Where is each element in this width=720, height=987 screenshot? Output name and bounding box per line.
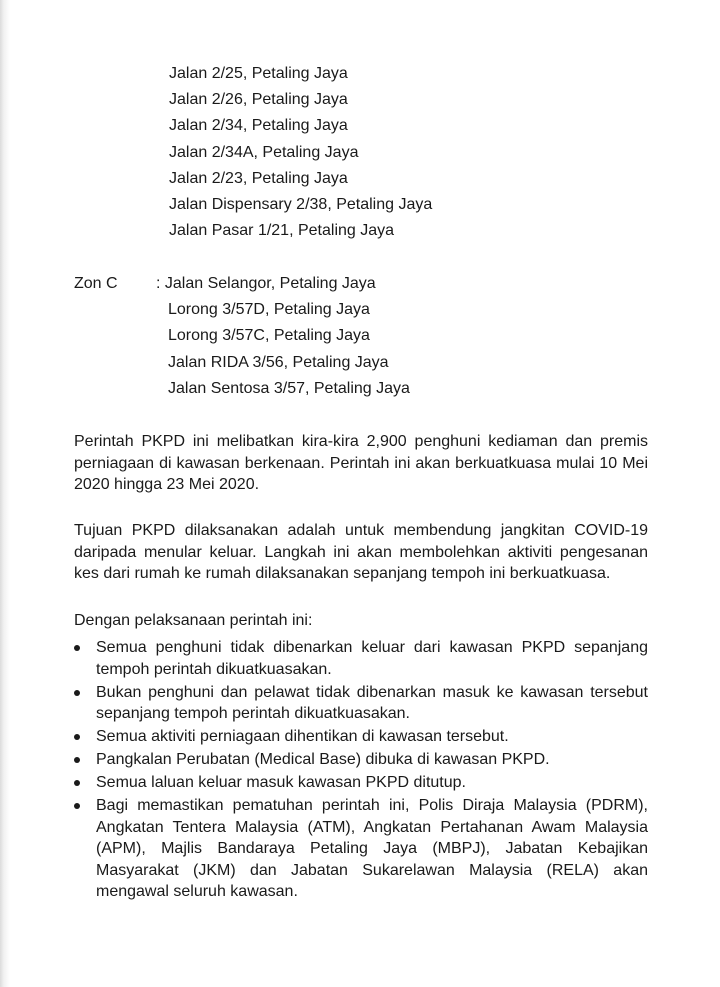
bullet-item	[74, 749, 648, 771]
bullet-item	[74, 682, 648, 725]
zone-street-item: Jalan Sentosa 3/57, Petaling Jaya	[168, 379, 410, 397]
street-item: Jalan Pasar 1/21, Petaling Jaya	[169, 222, 395, 240]
bullet-text: Semua aktiviti perniagaan dihentikan di kawasan tersebut.	[96, 728, 509, 745]
street-item: Jalan 2/34A, Petaling Jaya	[169, 143, 359, 161]
street-item: Jalan 2/23, Petaling Jaya	[169, 169, 348, 187]
bullet-icon	[74, 690, 80, 696]
bullet-item	[74, 795, 648, 903]
measures-bullet-list	[74, 637, 648, 904]
bullet-icon	[74, 645, 80, 651]
bullet-item	[74, 772, 648, 794]
street-item: Jalan 2/25, Petaling Jaya	[169, 65, 348, 82]
bullet-item	[74, 726, 648, 748]
bullet-text: Bukan penghuni dan pelawat tidak dibenarkan masuk ke kawasan tersebut sepanjang tempoh perintah dikuatkuasakan.	[96, 683, 648, 722]
zone-street-item: Jalan RIDA 3/56, Petaling Jaya	[168, 353, 389, 371]
zone-street-item: Lorong 3/57D, Petaling Jaya	[168, 301, 370, 319]
bullet-icon	[74, 734, 80, 740]
zone-c-street-list	[156, 271, 410, 402]
bullet-item	[74, 637, 648, 680]
street-list-top	[169, 61, 432, 244]
street-item: Jalan Dispensary 2/38, Petaling Jaya	[169, 195, 433, 213]
street-item: Jalan 2/34, Petaling Jaya	[169, 117, 348, 135]
street-item: Jalan 2/26, Petaling Jaya	[169, 91, 348, 109]
bullet-text: Semua penghuni tidak dibenarkan keluar dari kawasan PKPD sepanjang tempoh perintah dikuatkuasakan.	[96, 639, 648, 678]
bullet-text: Semua laluan keluar masuk kawasan PKPD ditutup.	[96, 774, 466, 791]
zone-street-item: : Jalan Selangor, Petaling Jaya	[156, 275, 376, 292]
bullet-icon	[74, 757, 80, 763]
bullet-icon	[74, 803, 80, 809]
paragraph-implementation-intro: Dengan pelaksanaan perintah ini:	[74, 612, 313, 629]
zone-label: Zon C	[74, 275, 118, 292]
paragraph-pkpd-scope: Perintah PKPD ini melibatkan kira-kira 2,900 penghuni kediaman dan premis perniagaan di kawasan berkenaan. Perintah ini akan berkuatkuasa mulai 10 Mei 2020 hingga 23 Mei 2020.	[74, 433, 648, 493]
bullet-text: Pangkalan Perubatan (Medical Base) dibuka di kawasan PKPD.	[96, 751, 550, 768]
bullet-text: Bagi memastikan pematuhan perintah ini, Polis Diraja Malaysia (PDRM), Angkatan Tentera Malaysia (ATM), Angkatan Pertahanan Awam Malaysia (APM), Majlis Bandaraya Petaling Jaya (MBPJ), Jabatan Kebajikan Masyarakat (JKM) dan Jabatan Sukarelawan Malaysia (RELA) akan mengawal seluruh kawasan.	[96, 797, 648, 900]
paragraph-pkpd-purpose: Tujuan PKPD dilaksanakan adalah untuk membendung jangkitan COVID-19 daripada menular keluar. Langkah ini akan membolehkan aktiviti pengesanan kes dari rumah ke rumah dilaksanakan sepanjang tempoh ini berkuatkuasa.	[74, 522, 648, 582]
bullet-icon	[74, 780, 80, 786]
zone-street-item: Lorong 3/57C, Petaling Jaya	[168, 327, 370, 345]
